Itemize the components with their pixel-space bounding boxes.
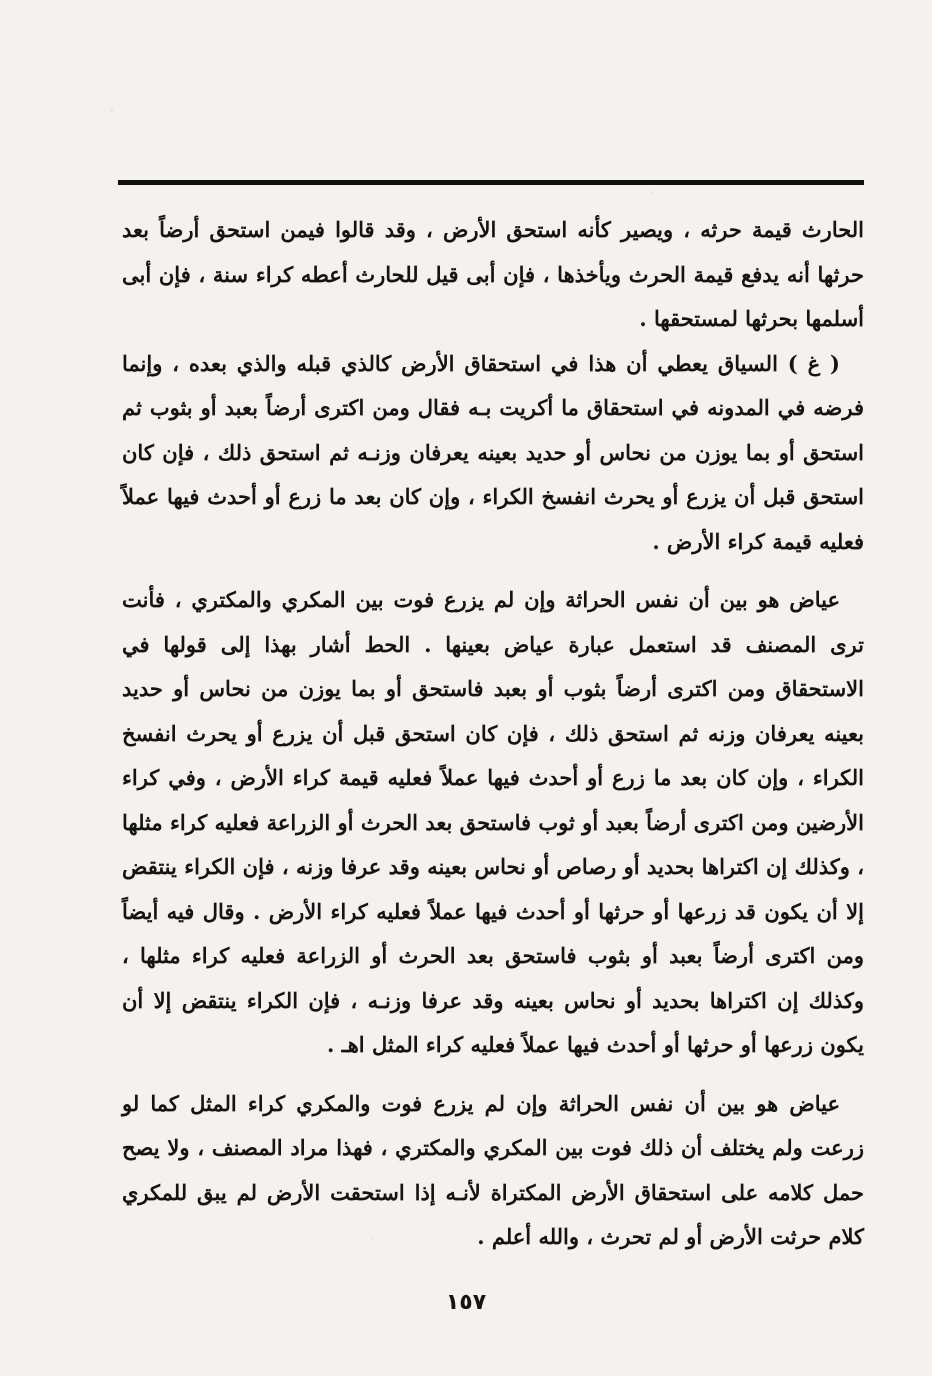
paragraph-3: عياض هو بين أن نفس الحراثة وإن لم يزرع فوت بين المكري والمكتري ، فأنت ترى المصنف قد استعمل عبارة عياض بعينها . الحط أشار بهذا إلى قولها في الاستحقاق ومن اكترى أرضاً بثوب أو بعبد فاستحق أو بما يوزن من نحاس أو حديد بعينه يعرفان وزنه ثم استحق ذلك ، فإن كان استحق قبل أن يزرع أو يحرث انفسخ الكراء ، وإن كان بعد ما زرع أو أحدث فيها عملاً فعليه قيمة كراء الأرض ، وفي كراء الأرضين ومن اكترى أرضاً بعبد أو ثوب فاستحق بعد الحرث أو الزراعة فعليه كراء مثلها ، وكذلك إن اكتراها بحديد أو رصاص أو نحاس بعينه وقد عرفا وزنه ، فإن الكراء ينتقض إلا أن يكون قد زرعها أو حرثها أو أحدث فيها عملاً فعليه كراء الأرض . وقال فيه أيضاً ومن اكترى أرضاً بعبد أو بثوب فاستحق بعد الحرث أو الزراعة فعليه كراء مثلها ، وكذلك إن اكتراها بحديد أو نحاس بعينه وقد عرفا وزنـه ، فإن الكراء ينتقض إلا أن يكون زرعها أو حرثها أو أحدث فيها عملاً فعليه كراء المثل اهـ .: [122, 587, 864, 1057]
paragraph-2: ( غ ) السياق يعطي أن هذا في استحقاق الأرض كالذي قبله والذي بعده ، وإنما فرضه في المدونه في استحقاق ما أكريت بـه فقال ومن اكترى أرضاً بعبد أو بثوب ثم استحق أو بما يوزن من نحاس أو حديد بعينه يعرفان وزنـه ثم استحق ذلك ، فإن كان استحق قبل أن يزرع أو يحرث انفسخ الكراء ، وإن كان بعد ما زرع أو أحدث فيها عملاً فعليه قيمة كراء الأرض .: [122, 350, 864, 554]
paragraph-4: عياض هو بين أن نفس الحراثة وإن لم يزرع فوت والمكري كراء المثل كما لو زرعت ولم يختلف أن ذلك فوت بين المكري والمكتري ، فهذا مراد المصنف ، ولا يصح حمل كلامه على استحقاق الأرض المكتراة لأنـه إذا استحقت الأرض لم يبق للمكري كلام حرثت الأرض أو لم تحرث ، والله أعلم .: [122, 1090, 864, 1249]
header-rule: [118, 180, 864, 185]
page-number: ١٥٧: [445, 1290, 487, 1315]
paragraph-1: الحارث قيمة حرثه ، ويصير كأنه استحق الأرض ، وقد قالوا فيمن استحق أرضاً بعد حرثها أنه يدفع قيمة الحرث ويأخذها ، فإن أبى قيل للحارث أعطه كراء سنة ، فإن أبى أسلمها بحرثها لمستحقها .: [122, 217, 864, 331]
main-text: [122, 208, 864, 1260]
